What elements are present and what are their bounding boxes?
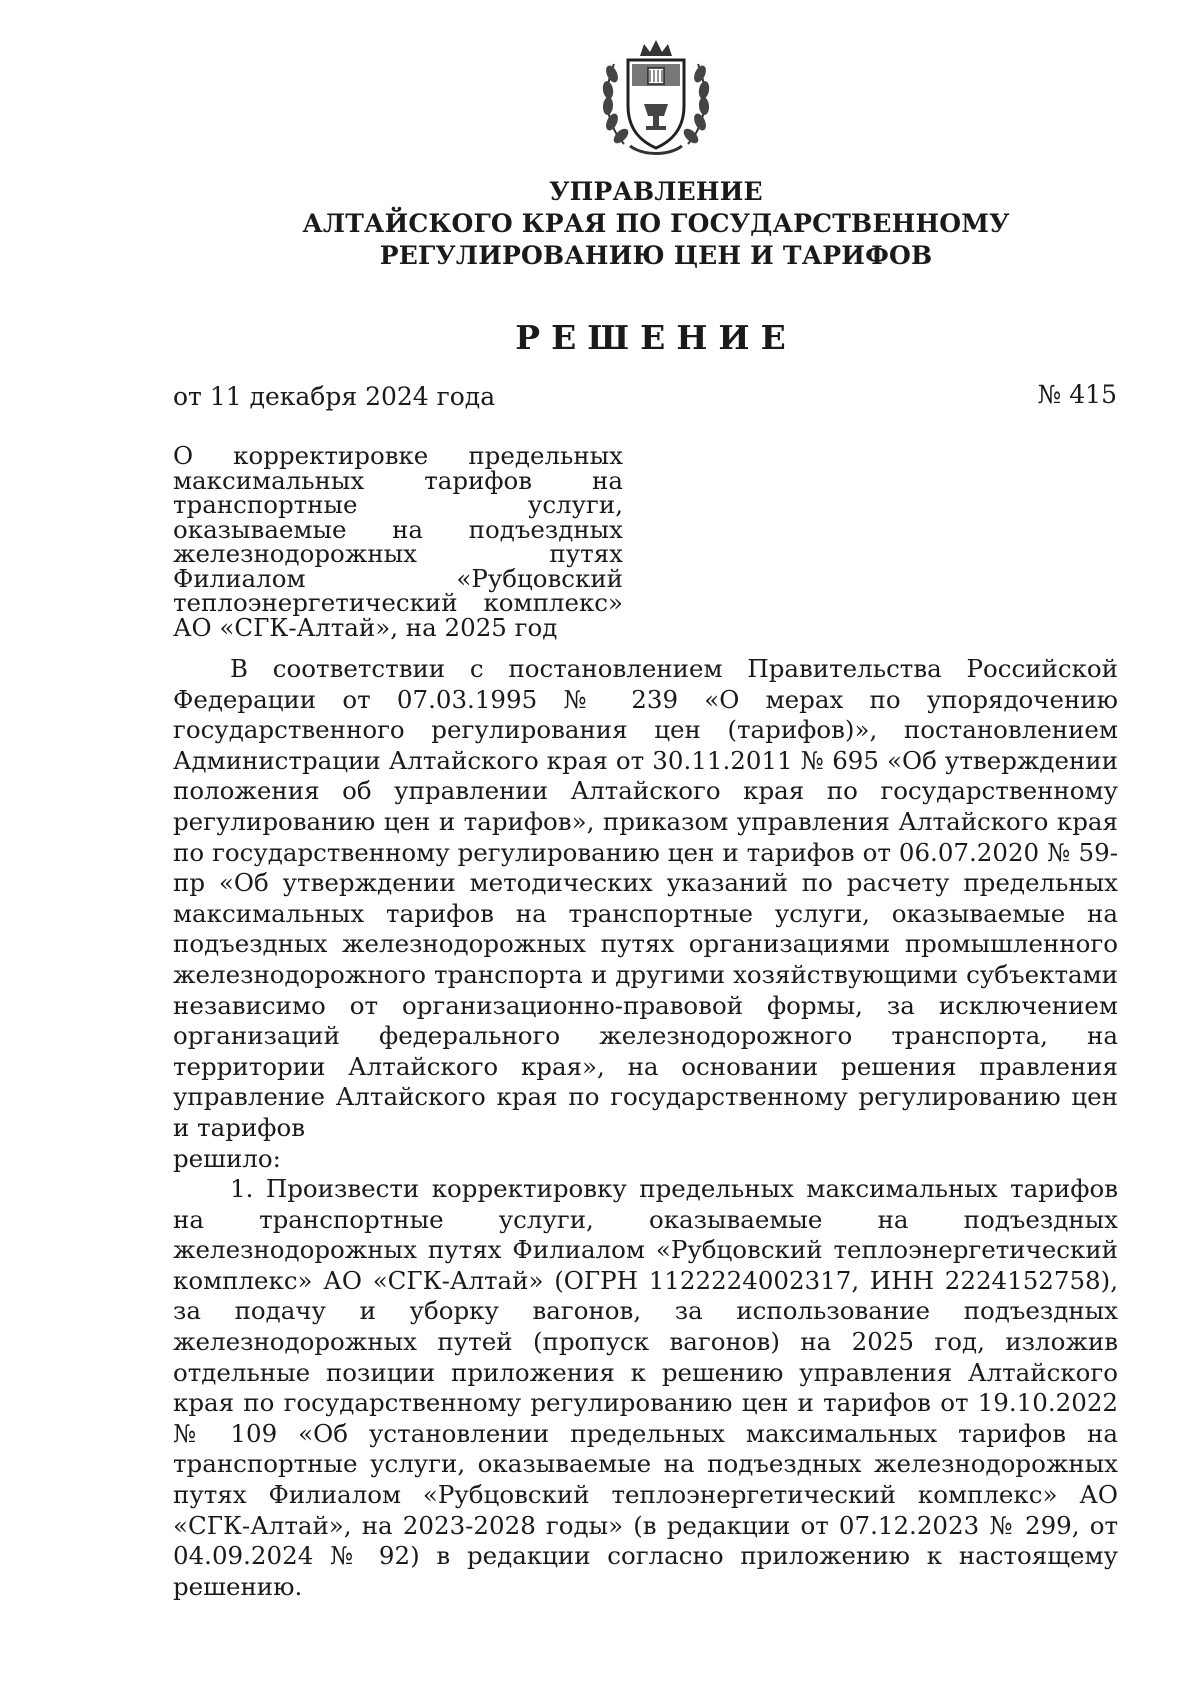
document-subject: О корректировке предельных максимальных тарифов на транспортные услуги, оказываемые на подъездных железнодорожных путях Филиалом «Рубцовский теплоэнергетический комплекс» АО «СГК-Алтай», на 2025 год <box>173 441 623 642</box>
document-body <box>173 654 1118 1602</box>
document-type-title: РЕШЕНИЕ <box>515 318 797 357</box>
document-number: № 415 <box>1037 380 1117 409</box>
authority-line: АЛТАЙСКОГО КРАЯ ПО ГОСУДАРСТВЕННОМУ <box>302 209 1010 238</box>
document-date: от 11 декабря 2024 года <box>173 382 496 411</box>
issuing-authority <box>250 176 1062 272</box>
resolution-item-1: 1. Произвести корректировку предельных максимальных тарифов на транспортные услуги, оказываемые на подъездных железнодорожных путях Филиалом «Рубцовский теплоэнергетический комплекс» АО «СГК-Алтай» (ОГРН 1122224002317, ИНН 2224152758), за подачу и уборку вагонов, за использование подъездных железнодорожных путей (пропуск вагонов) на 2025 год, изложив отдельные позиции приложения к решению управления Алтайского края по государственному регулированию цен и тарифов от 19.10.2022 № 109 «Об установлении предельных максимальных тарифов на транспортные услуги, оказываемые на подъездных железнодорожных путях Филиалом «Рубцовский теплоэнергетический комплекс» АО «СГК-Алтай», на 2023-2028 годы» (в редакции от 07.12.2023 № 299, от 04.09.2024 № 92) в редакции согласно приложению к настоящему решению. <box>173 1174 1118 1601</box>
authority-line: РЕГУЛИРОВАНИЮ ЦЕН И ТАРИФОВ <box>379 241 933 270</box>
authority-line: УПРАВЛЕНИЕ <box>549 177 763 206</box>
coat-of-arms-icon <box>596 34 716 164</box>
preamble-paragraph: В соответствии с постановлением Правительства Российской Федерации от 07.03.1995 № 239 «О мерах по упорядочению государственного регулирования цен (тарифов)», постановлением Администрации Алтайского края от 30.11.2011 № 695 «Об утверждении положения об управлении Алтайского края по государственному регулированию цен и тарифов», приказом управления Алтайского края по государственному регулированию цен и тарифов от 06.07.2020 № 59-пр «Об утверждении методических указаний по расчету предельных максимальных тарифов на транспортные услуги, оказываемые на подъездных железнодорожных путях организациями промышленного железнодорожного транспорта и другими хозяйствующими субъектами независимо от организационно-правовой формы, за исключением организаций федерального железнодорожного транспорта, на территории Алтайского края», на основании решения правления управление Алтайского края по государственному регулированию цен и тарифов <box>173 654 1118 1142</box>
resolved-line: решило: <box>173 1143 281 1173</box>
